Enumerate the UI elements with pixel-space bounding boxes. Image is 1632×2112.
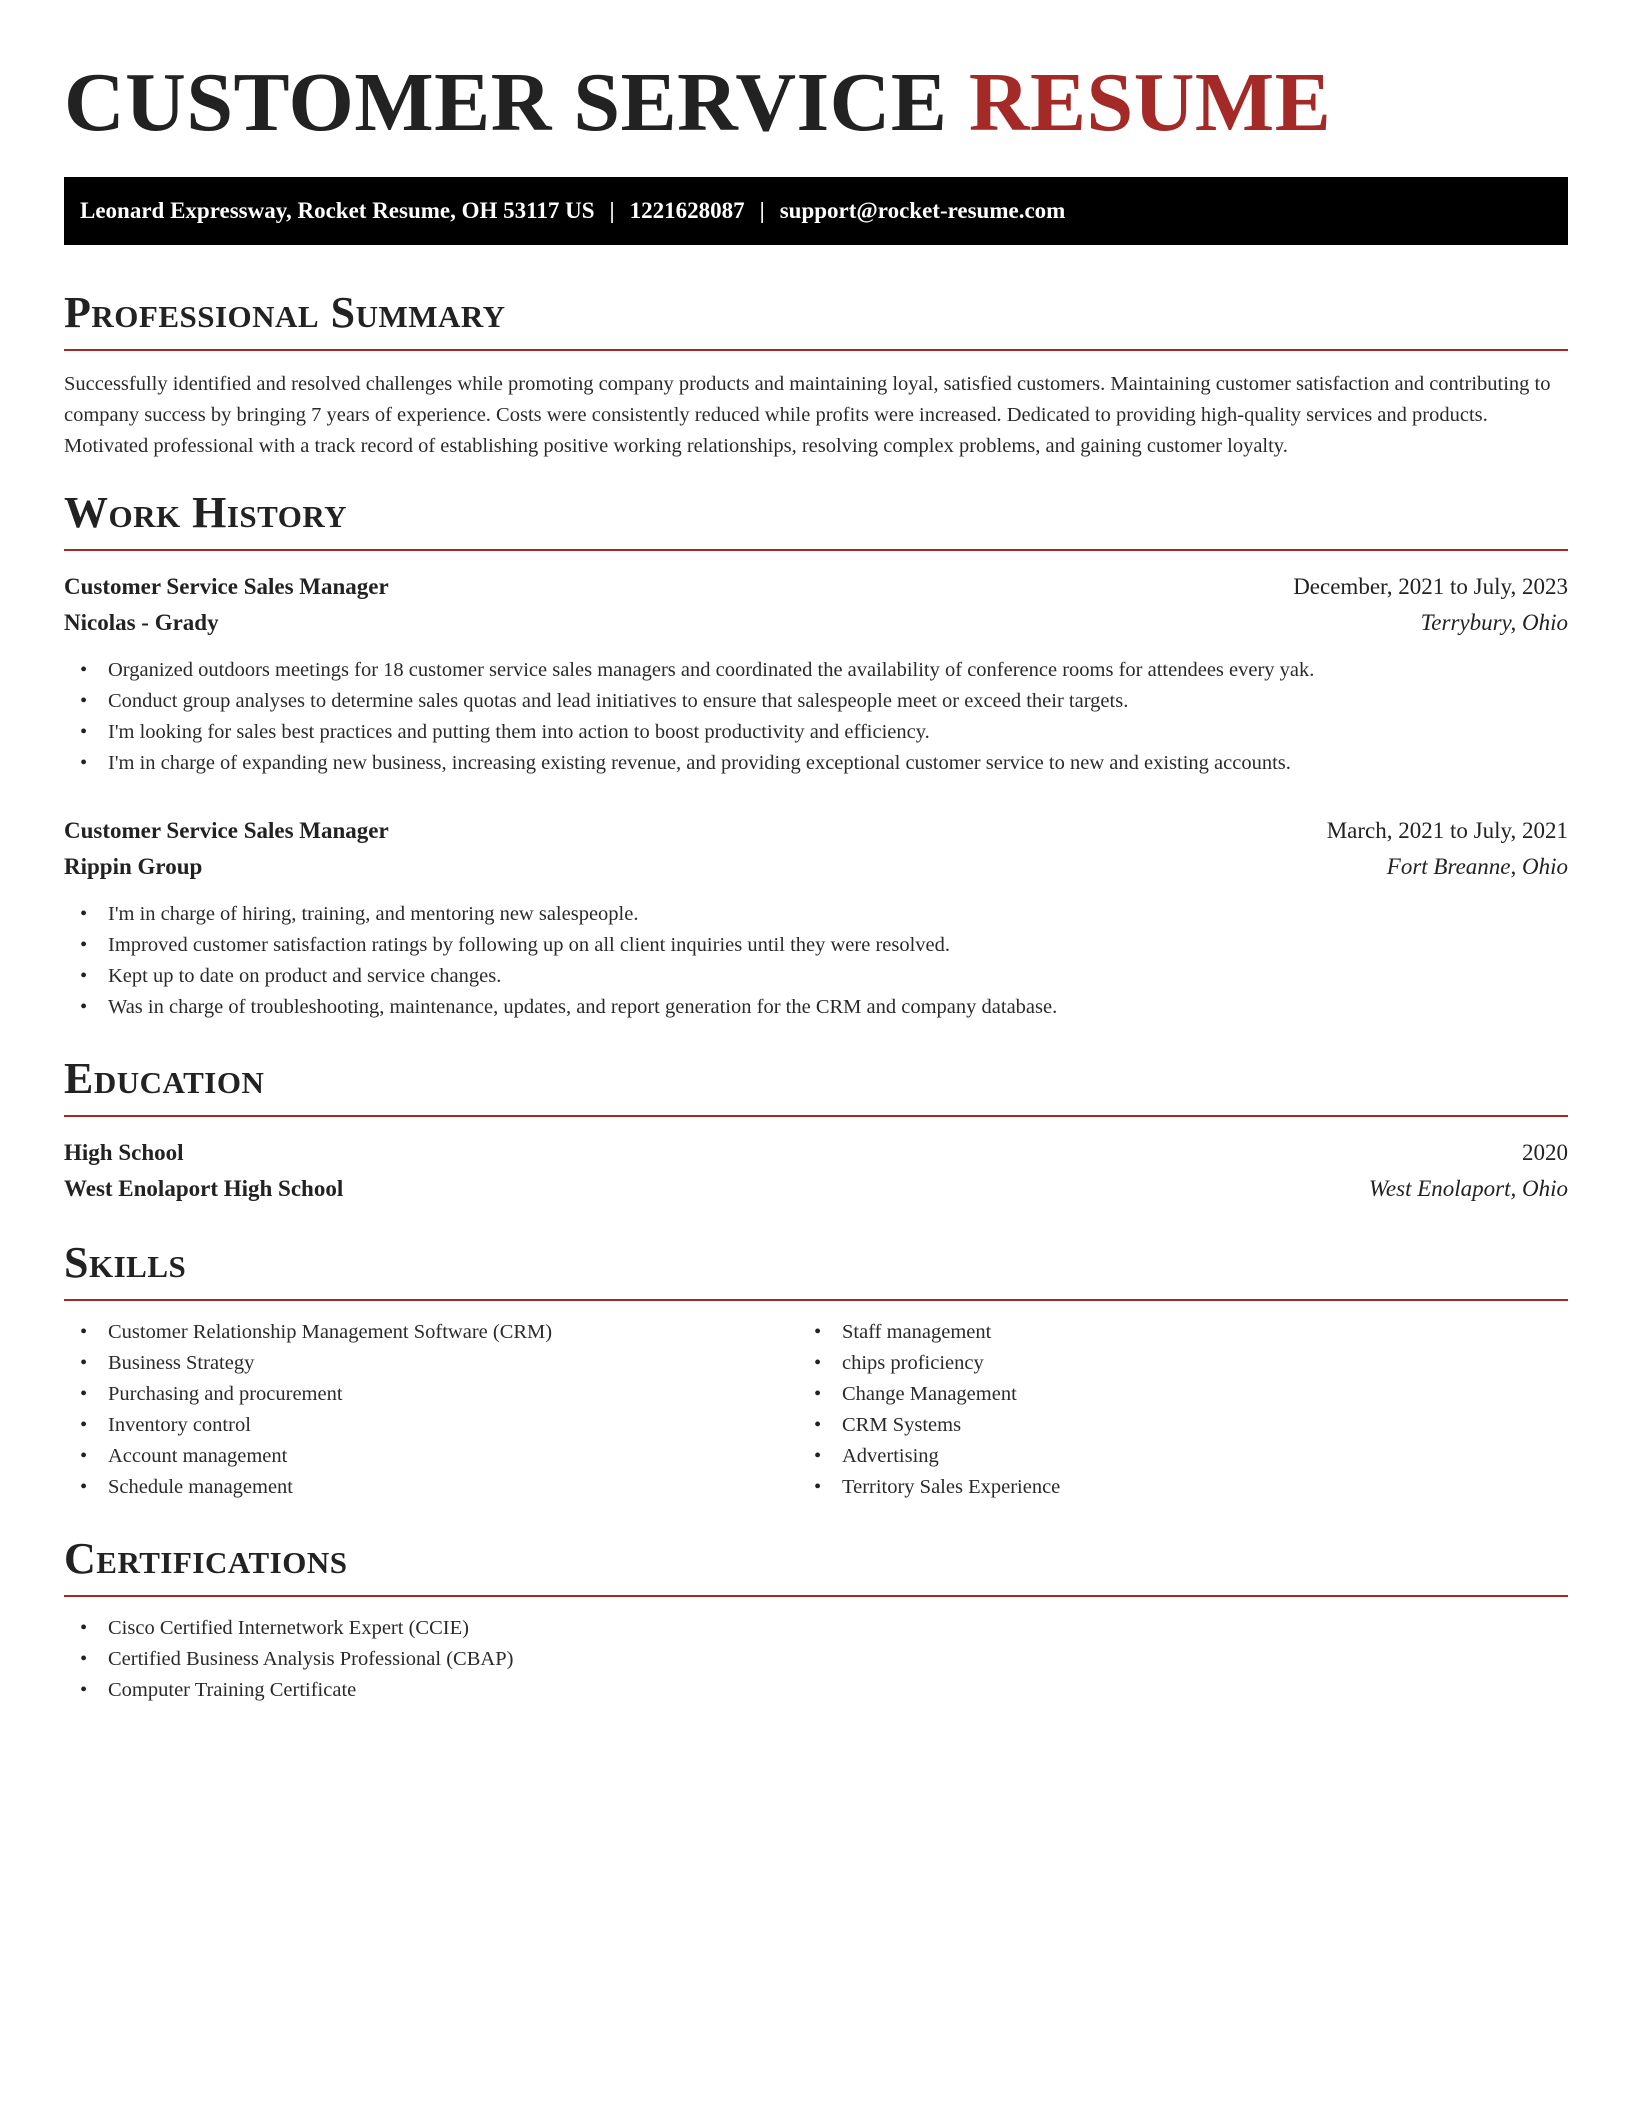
summary-text: Successfully identified and resolved challenges while promoting company products and maintaining loyal, satisfied customers. Maintaining customer satisfaction and contributing to company success by bringing 7 years of experience. Costs were consistently reduced while profits were increased. Dedicated to providing high-quality services and products. Motivated professional with a track record of establishing positive working relationships, resolving complex problems, and gaining customer loyalty.	[64, 373, 1551, 457]
skill-item: • Customer Relationship Management Software (CRM)	[64, 1317, 798, 1348]
job-dates: December, 2021 to July, 2023	[1293, 574, 1568, 599]
skill-item: • Staff management	[798, 1317, 1532, 1348]
contact-bar	[64, 177, 1568, 245]
skill-item: • chips proficiency	[798, 1348, 1532, 1379]
job-bullet: • Was in charge of troubleshooting, maintenance, updates, and report generation for the CRM and company database.	[64, 992, 1568, 1023]
education-school: West Enolaport High School	[64, 1176, 344, 1201]
work-history-section	[64, 487, 1568, 1023]
job-company-row	[64, 605, 1568, 641]
skill-item: • Inventory control	[64, 1410, 798, 1441]
skills-columns	[64, 1317, 1568, 1503]
section-heading: Skills	[64, 1238, 187, 1287]
section-divider	[64, 549, 1568, 551]
job-entry	[64, 569, 1568, 779]
skill-item: • Account management	[64, 1441, 798, 1472]
education-location: West Enolaport, Ohio	[1368, 1176, 1568, 1201]
contact-phone: 1221628087	[629, 198, 745, 223]
section-heading: Work History	[64, 488, 348, 537]
section-divider	[64, 1595, 1568, 1597]
job-bullet: • Conduct group analyses to determine sales quotas and lead initiatives to ensure that salespeople meet or exceed their targets.	[64, 686, 1568, 717]
contact-separator: |	[759, 198, 765, 223]
job-bullet: • Organized outdoors meetings for 18 customer service sales managers and coordinated the availability of conference rooms for attendees every yak.	[64, 655, 1568, 686]
education-degree-row	[64, 1135, 1568, 1171]
contact-email: support@rocket-resume.com	[779, 198, 1066, 223]
section-heading: Certifications	[64, 1534, 348, 1583]
education-entry	[64, 1135, 1568, 1207]
education-school-row	[64, 1171, 1568, 1207]
contact-separator: |	[609, 198, 615, 223]
resume-title	[64, 55, 1568, 151]
title-main: CUSTOMER SERVICE	[64, 56, 948, 149]
skills-section	[64, 1237, 1568, 1503]
certification-item: • Certified Business Analysis Professional (CBAP)	[64, 1644, 1568, 1675]
skill-item: • Schedule management	[64, 1472, 798, 1503]
job-bullet: • I'm in charge of expanding new business, increasing existing revenue, and providing exceptional customer service to new and existing accounts.	[64, 748, 1568, 779]
skill-item: • Purchasing and procurement	[64, 1379, 798, 1410]
certification-item: • Cisco Certified Internetwork Expert (CCIE)	[64, 1613, 1568, 1644]
job-location: Terrybury, Ohio	[1420, 610, 1568, 635]
section-divider	[64, 349, 1568, 351]
section-heading: Education	[64, 1054, 265, 1103]
job-title: Customer Service Sales Manager	[64, 818, 389, 843]
certifications-list	[64, 1613, 1568, 1706]
job-bullet: • I'm looking for sales best practices and putting them into action to boost productivity and efficiency.	[64, 717, 1568, 748]
job-bullet: • Kept up to date on product and service changes.	[64, 961, 1568, 992]
certification-item: • Computer Training Certificate	[64, 1675, 1568, 1706]
education-degree: High School	[64, 1140, 184, 1165]
section-divider	[64, 1115, 1568, 1117]
job-bullet-list	[64, 899, 1568, 1023]
job-dates: March, 2021 to July, 2021	[1326, 818, 1568, 843]
education-year: 2020	[1522, 1140, 1568, 1165]
skills-list-left	[64, 1317, 798, 1503]
job-bullet-list	[64, 655, 1568, 779]
skill-item: • Advertising	[798, 1441, 1532, 1472]
job-title: Customer Service Sales Manager	[64, 574, 389, 599]
skill-item: • Business Strategy	[64, 1348, 798, 1379]
skill-item: • CRM Systems	[798, 1410, 1532, 1441]
skill-item: • Change Management	[798, 1379, 1532, 1410]
skill-item: • Territory Sales Experience	[798, 1472, 1532, 1503]
professional-summary-section	[64, 287, 1568, 462]
job-header-row	[64, 569, 1568, 605]
skills-list-right	[798, 1317, 1532, 1503]
title-accent: RESUME	[968, 56, 1332, 149]
job-bullet: • Improved customer satisfaction ratings by following up on all client inquiries until they were resolved.	[64, 930, 1568, 961]
certifications-section	[64, 1533, 1568, 1706]
job-company: Rippin Group	[64, 854, 203, 879]
job-entry	[64, 813, 1568, 1023]
job-location: Fort Breanne, Ohio	[1386, 854, 1568, 879]
job-company-row	[64, 849, 1568, 885]
section-divider	[64, 1299, 1568, 1301]
job-bullet: • I'm in charge of hiring, training, and mentoring new salespeople.	[64, 899, 1568, 930]
job-company: Nicolas - Grady	[64, 610, 219, 635]
job-header-row	[64, 813, 1568, 849]
contact-address: Leonard Expressway, Rocket Resume, OH 53117 US	[80, 198, 595, 223]
section-heading: Professional Summary	[64, 288, 506, 337]
education-section	[64, 1053, 1568, 1207]
